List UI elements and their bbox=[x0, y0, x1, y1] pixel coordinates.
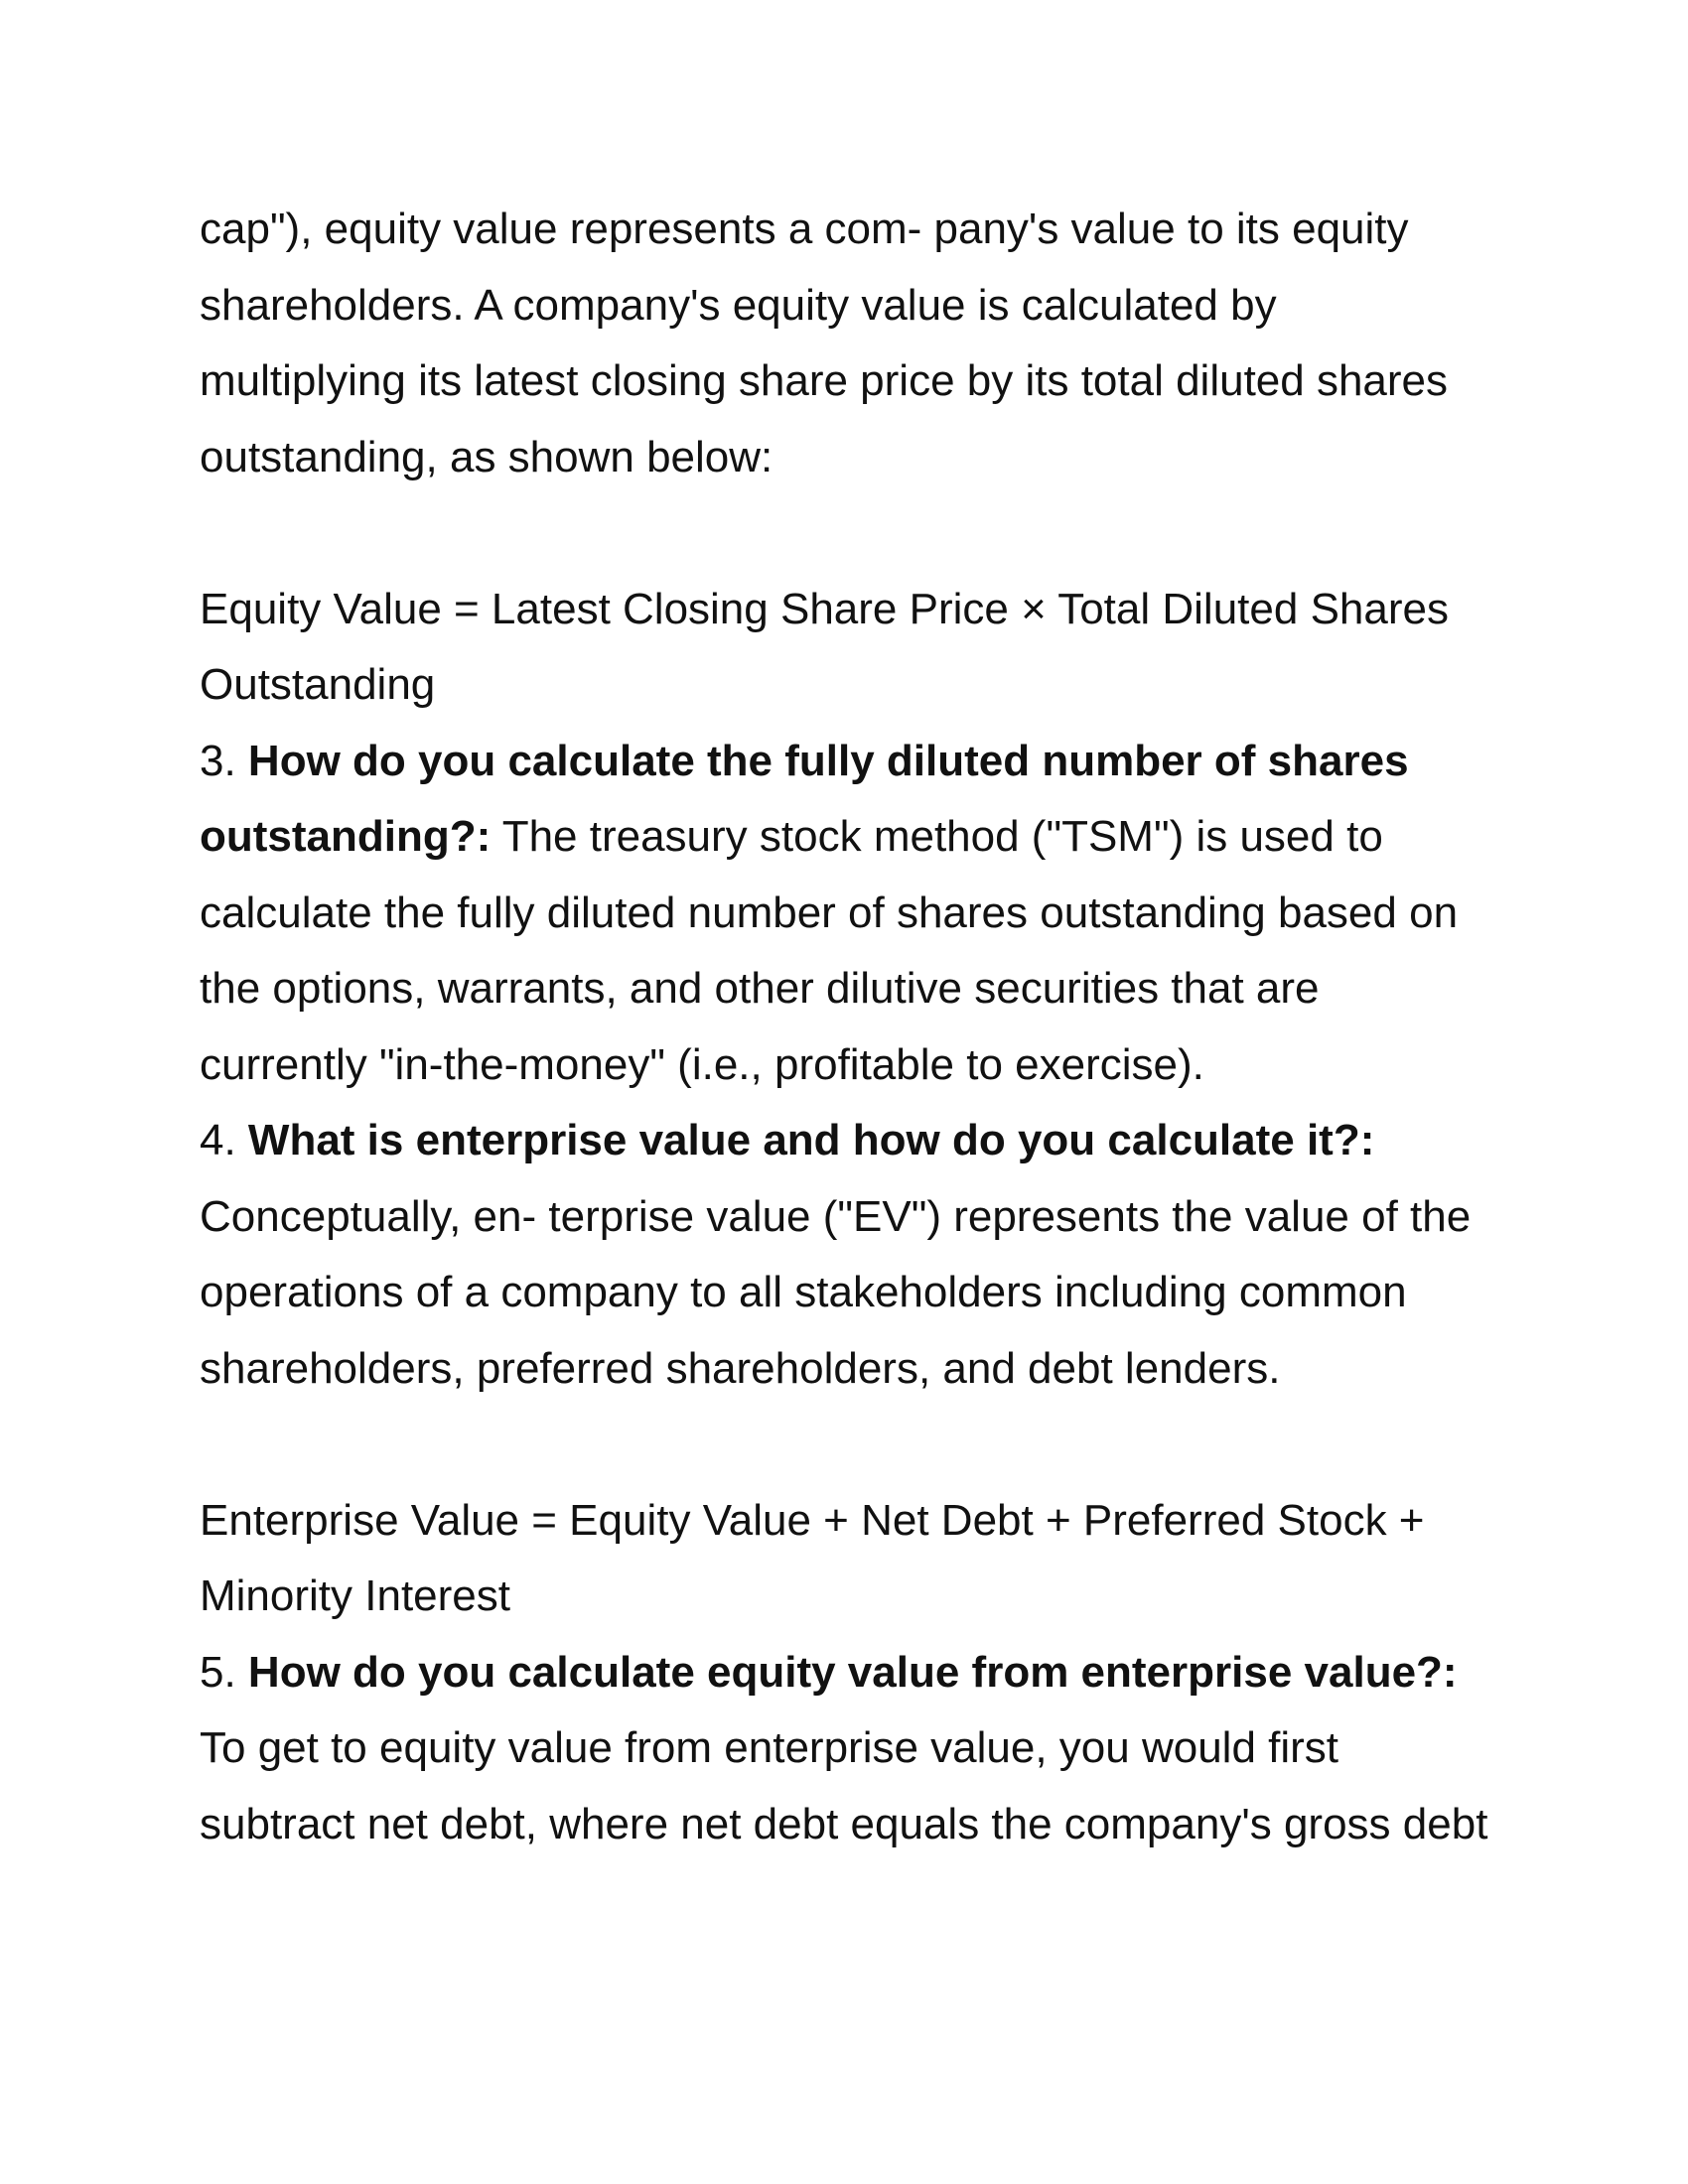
question-text: outstanding?: bbox=[200, 812, 492, 861]
intro-paragraph bbox=[200, 192, 1510, 495]
formula-line: Outstanding bbox=[200, 660, 436, 709]
text-line: multiplying its latest closing share price by its total diluted shares bbox=[200, 356, 1449, 405]
question-3 bbox=[200, 724, 1510, 1104]
question-number: 4. bbox=[200, 1116, 248, 1164]
question-text: What is enterprise value and how do you calculate it?: bbox=[247, 1116, 1375, 1164]
question-number: 5. bbox=[200, 1647, 248, 1697]
question-line bbox=[200, 799, 1510, 876]
paragraph-spacer bbox=[200, 495, 1510, 572]
question-4 bbox=[200, 1103, 1510, 1407]
question-line bbox=[200, 1103, 1510, 1179]
formula-line: Minority Interest bbox=[200, 1571, 510, 1620]
equity-value-formula bbox=[200, 572, 1510, 724]
question-5 bbox=[200, 1635, 1510, 1863]
answer-line: Conceptually, en- terprise value ("EV") represents the value of the bbox=[200, 1191, 1472, 1241]
question-line bbox=[200, 1635, 1510, 1711]
answer-line: the options, warrants, and other dilutive securities that are bbox=[200, 964, 1320, 1013]
text-line: cap"), equity value represents a com- pany's value to its equity bbox=[200, 205, 1409, 253]
answer-text: The treasury stock method ("TSM") is used to bbox=[491, 812, 1383, 861]
question-line bbox=[200, 724, 1510, 800]
question-number: 3. bbox=[200, 736, 248, 785]
document-body bbox=[200, 192, 1510, 1862]
answer-line: To get to equity value from enterprise value, you would first bbox=[200, 1723, 1339, 1772]
text-line: outstanding, as shown below: bbox=[200, 432, 774, 481]
enterprise-value-formula bbox=[200, 1483, 1510, 1635]
answer-line: shareholders, preferred shareholders, and debt lenders. bbox=[200, 1343, 1281, 1393]
text-line: shareholders. A company's equity value is calculated by bbox=[200, 280, 1277, 330]
answer-line: currently "in-the-money" (i.e., profitable to exercise). bbox=[200, 1039, 1204, 1089]
answer-line: calculate the fully diluted number of shares outstanding based on bbox=[200, 887, 1459, 937]
formula-line: Enterprise Value = Equity Value + Net Debt + Preferred Stock + bbox=[200, 1495, 1425, 1545]
question-text: How do you calculate equity value from enterprise value?: bbox=[247, 1647, 1458, 1697]
paragraph-spacer bbox=[200, 1407, 1510, 1483]
answer-line: subtract net debt, where net debt equals the company's gross debt bbox=[200, 1799, 1488, 1848]
question-text: How do you calculate the fully diluted number of shares bbox=[247, 736, 1409, 785]
formula-line: Equity Value = Latest Closing Share Price × Total Diluted Shares bbox=[200, 584, 1449, 633]
answer-line: operations of a company to all stakeholders including common bbox=[200, 1268, 1407, 1316]
